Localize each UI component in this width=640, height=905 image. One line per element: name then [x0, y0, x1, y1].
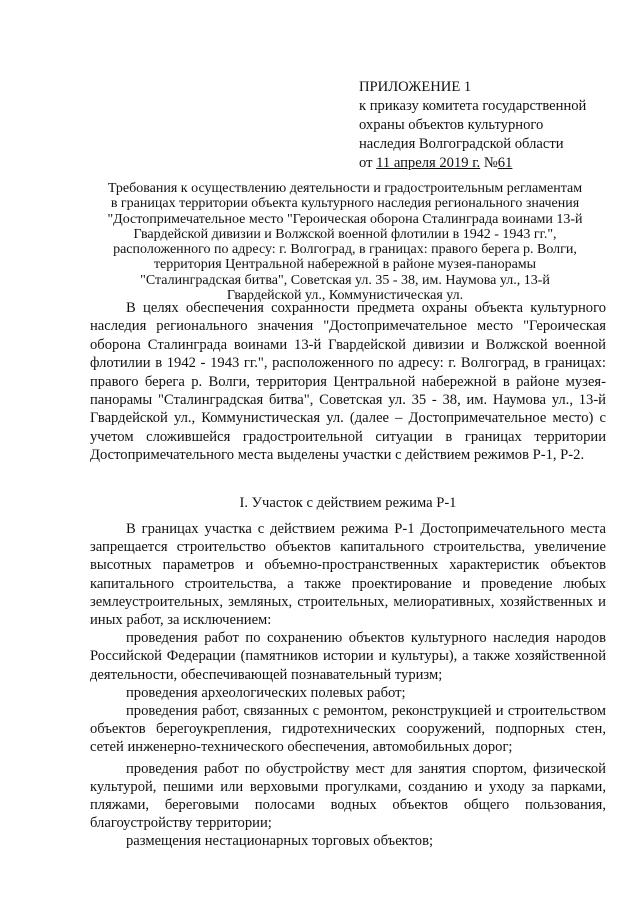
title-line: "Сталинградская битва", Советская ул. 35 - 38, им. Наумова ул., 13-й — [140, 272, 550, 288]
title-line: территория Центральной набережной в районе музея-панорамы — [153, 257, 537, 273]
section-body — [90, 520, 606, 851]
title-line: "Достопримечательное место "Героическая оборона Сталинграда воинами 13-й — [107, 211, 583, 227]
appendix-title: ПРИЛОЖЕНИЕ 1 — [359, 79, 472, 95]
title-line: Требования к осуществлению деятельности и градостроительным регламентам — [107, 181, 583, 196]
section-heading: I. Участок с действием режима Р-1 — [239, 495, 457, 511]
title-line: Гвардейской ул., Коммунистическая ул. — [226, 288, 464, 304]
exception-item: проведения археологических полевых работ; — [126, 684, 406, 701]
appendix-line-protection: охраны объектов культурного — [359, 117, 544, 133]
section-paragraph: В границах участка с действием режима Р-1 Достопримечательного места запрещается строительство объектов капитального строительства, увеличение высотных параметров и объемно-пространственных характеристик объектов капитального строительства, а также проектирование и проведение любых землеустроительных, земляных, строительных, мелиоративных, хозяйственных и иных работ, за исключением: — [90, 521, 606, 629]
date-prefix: от — [359, 155, 373, 171]
exception-item: проведения работ по обустройству мест для занятия спортом, физической культурой, пешими или верховыми прогулками, созданию и уходу за парками, пляжами, береговыми полосами водных объектов общего пользования, благоустройству территории; — [90, 760, 606, 832]
appendix-block — [359, 78, 609, 173]
appendix-date-line — [359, 154, 609, 173]
appendix-line-order: к приказу комитета государственной — [359, 98, 587, 114]
appendix-line-region: наследия Волгоградской области — [359, 136, 564, 152]
number-prefix: № — [483, 155, 498, 171]
title-line: в границах территории объекта культурного наследия регионального значения — [110, 196, 580, 212]
title-line: расположенного по адресу: г. Волгоград, в границах: правого берега р. Волги, — [113, 242, 577, 258]
exception-item: проведения работ по сохранению объектов культурного наследия народов Российской Федерации (памятников истории и культуры), а также хозяйственной деятельности, обеспечивающей познавательный туризм; — [90, 630, 606, 683]
exception-item: размещения нестационарных торговых объектов; — [126, 833, 434, 850]
order-date: 11 апреля 2019 г. — [376, 155, 481, 171]
intro-paragraph: В целях обеспечения сохранности предмета охраны объекта культурного наследия регионального значения "Достопримечательное место "Героическая оборона Сталинграда воинами 13-й Гвардейской дивизии и Волжской военной флотилии в 1942 - 1943 гг.", расположенного по адресу: г. Волгоград, в границах: правого берега р. Волги, территория Центральной набережной в районе музея-панорамы "Сталинградская битва", Советская ул. 35 - 38, им. Наумова ул., 13-й Гвардейской ул., Коммунистическая ул. (далее – Достопримечательное место) с учетом сложившейся градостроительной ситуации в границах территории Достопримечательного места выделены участки с действием режимов Р-1, Р-2. — [90, 300, 606, 464]
order-number: 61 — [497, 155, 513, 171]
intro-block — [90, 299, 606, 465]
title-line: Гвардейской дивизии и Волжской военной флотилии в 1942 - 1943 гг.", — [133, 226, 557, 242]
exception-item: проведения работ, связанных с ремонтом, реконструкцией и строительством объектов берегоукрепления, гидротехнических сооружений, подпорных стен, сетей инженерно-технического обеспечения, автомобильных дорог; — [90, 703, 606, 756]
document-title — [84, 181, 606, 303]
